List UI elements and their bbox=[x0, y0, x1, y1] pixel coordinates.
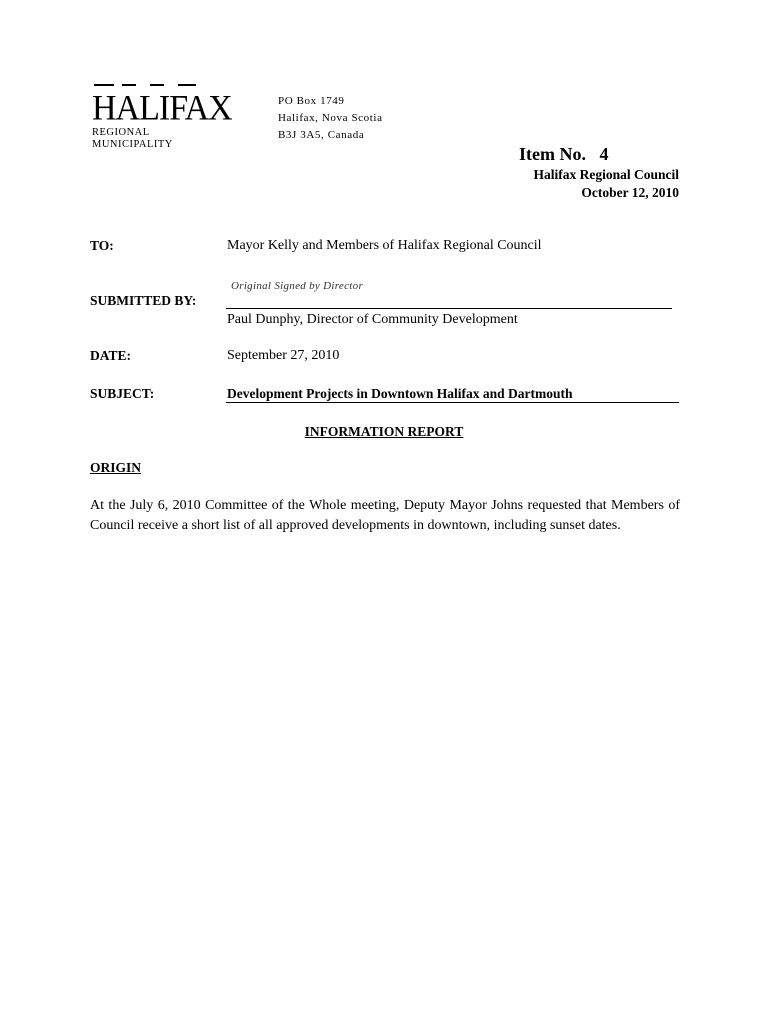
origin-heading: ORIGIN bbox=[90, 460, 142, 475]
meeting-date: October 12, 2010 bbox=[581, 185, 679, 200]
address-line: Halifax, Nova Scotia bbox=[278, 112, 383, 124]
logo-decoration bbox=[150, 84, 164, 86]
council-name: Halifax Regional Council bbox=[533, 167, 679, 182]
meeting-info bbox=[533, 166, 679, 202]
logo-title: HALIFAX bbox=[92, 89, 232, 128]
logo-decoration bbox=[178, 84, 196, 86]
submitted-by-label: SUBMITTED BY: bbox=[90, 293, 197, 308]
halifax-logo bbox=[88, 82, 233, 150]
date-label: DATE: bbox=[90, 348, 132, 363]
signature-line bbox=[226, 308, 672, 309]
item-number: Item No. 4 bbox=[519, 144, 609, 164]
subject-label: SUBJECT: bbox=[90, 386, 155, 401]
submitted-by-value: Paul Dunphy, Director of Community Development bbox=[227, 312, 518, 327]
address-line: B3J 3A5, Canada bbox=[278, 129, 365, 141]
report-title: INFORMATION REPORT bbox=[304, 424, 464, 439]
logo-decoration bbox=[122, 84, 136, 86]
mailing-address bbox=[278, 93, 383, 144]
origin-text: At the July 6, 2010 Committee of the Whole meeting, Deputy Mayor Johns requested that Members of Council receive a short list of all approved developments in downtown, including sunset dates. bbox=[90, 498, 680, 533]
logo-decoration bbox=[94, 84, 114, 86]
address-line: PO Box 1749 bbox=[278, 95, 345, 107]
subject-value: Development Projects in Downtown Halifax and Dartmouth bbox=[227, 386, 573, 401]
logo-subtitle: REGIONAL MUNICIPALITY bbox=[92, 127, 173, 150]
signature-note: Original Signed by Director bbox=[231, 280, 364, 292]
to-label: TO: bbox=[90, 238, 114, 253]
date-value: September 27, 2010 bbox=[227, 348, 340, 363]
subject-underline bbox=[226, 402, 679, 403]
to-value: Mayor Kelly and Members of Halifax Regional Council bbox=[227, 238, 542, 253]
